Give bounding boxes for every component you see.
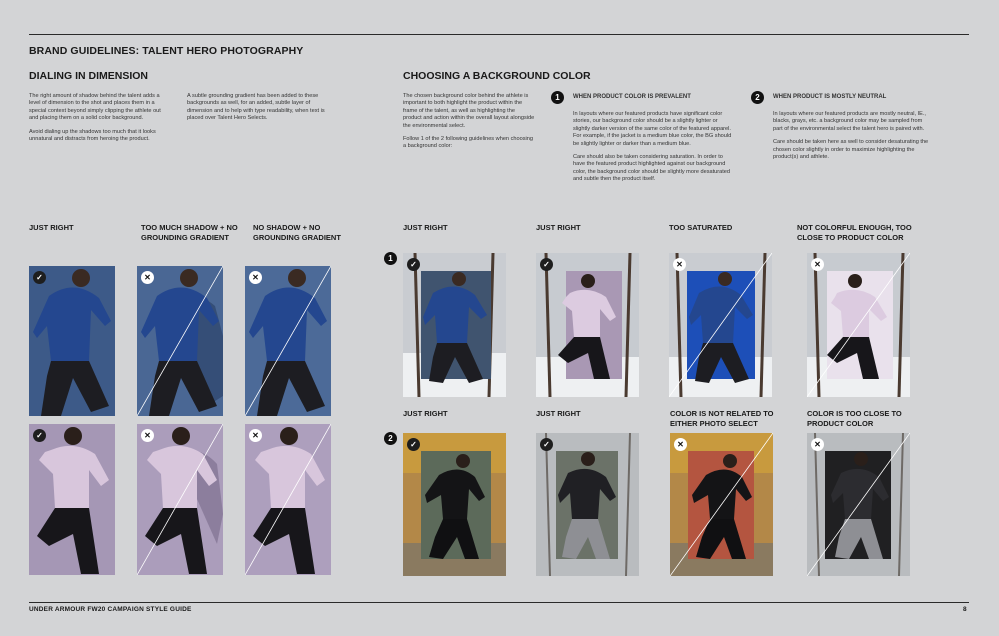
- rule2-title: WHEN PRODUCT IS MOSTLY NEUTRAL: [773, 94, 887, 100]
- photo-bg-row2-2: [536, 433, 639, 576]
- autumn-scene-rust: [670, 433, 773, 576]
- photo-bg-row1-2: [536, 253, 639, 397]
- bg-row2-label-4: COLOR IS TOO CLOSE TO PRODUCT COLOR: [807, 409, 902, 428]
- check-icon: ✓: [540, 258, 553, 271]
- athlete-blue-figure: [245, 266, 331, 416]
- cross-icon: ✕: [249, 429, 262, 442]
- photo-bg-row1-1: [403, 253, 506, 397]
- dimension-col2-p1: A subtle grounding gradient has been added to these backgrounds as well, for an added, subtle layer of dimension and to help with type readability, when text is placed over Talent Hero Selects.: [187, 93, 325, 122]
- rule2-number-badge: 2: [751, 91, 764, 104]
- cross-icon: ✕: [249, 271, 262, 284]
- dimension-col2: [187, 93, 329, 129]
- autumn-scene-sage: [403, 433, 506, 576]
- cross-icon: ✕: [811, 438, 824, 451]
- snow-scene-saturated: [669, 253, 772, 397]
- athlete-blue-figure: [29, 266, 115, 416]
- photo-bg-row2-4: [807, 433, 910, 576]
- photo-bg-row2-1: [403, 433, 506, 576]
- athlete-lilac-figure: [29, 424, 115, 575]
- dimension-col1: [29, 93, 171, 149]
- bg-row1-label-1: JUST RIGHT: [403, 223, 448, 232]
- athlete-lilac-figure: [245, 424, 331, 575]
- cross-icon: ✕: [141, 429, 154, 442]
- check-icon: ✓: [33, 429, 46, 442]
- bg-row1-label-3: TOO SATURATED: [669, 223, 733, 232]
- row2-number-badge: 2: [384, 432, 397, 445]
- background-heading: CHOOSING A BACKGROUND COLOR: [403, 70, 591, 82]
- cross-icon: ✕: [673, 258, 686, 271]
- bg-row2-label-1: JUST RIGHT: [403, 409, 448, 418]
- background-intro: [403, 93, 535, 157]
- photo-bg-row1-3: [669, 253, 772, 397]
- bottom-rule: [29, 602, 969, 603]
- rule1-body: [573, 111, 735, 190]
- snow-scene-blue-muted: [403, 253, 506, 397]
- check-icon: ✓: [33, 271, 46, 284]
- background-intro-p1: The chosen background color behind the athlete is important to both highlight the product within the frame of the talent, as well as highlighting the product and action within the overall layout alongside the environmental select.: [403, 93, 535, 129]
- page-title: BRAND GUIDELINES: TALENT HERO PHOTOGRAPHY: [29, 45, 304, 57]
- cross-icon: ✕: [141, 271, 154, 284]
- dim-label-2: TOO MUCH SHADOW + NO GROUNDING GRADIENT: [141, 223, 238, 242]
- rule2-p2: Care should be taken here as well to consider desaturating the chosen color slightly in order to maximize highlighting the product(s) and athlete.: [773, 139, 929, 161]
- photo-dim-blue-3: [245, 266, 331, 416]
- dimension-col1-p1: The right amount of shadow behind the talent adds a level of dimension to the shot and places them in a special context beyond simply clipping the athlete out and placing them on a solid color background.: [29, 93, 161, 122]
- row1-number-badge: 1: [384, 252, 397, 265]
- top-rule: [29, 34, 969, 35]
- snow-scene-too-close: [807, 253, 910, 397]
- check-icon: ✓: [407, 438, 420, 451]
- dimension-heading: DIALING IN DIMENSION: [29, 70, 149, 82]
- rule1-p1: In layouts where our featured products have significant color stories, our background color should be a slightly lighter or slightly darker version of the same color of the featured apparel. For example, if the jacket is a medium blue color, the BG should be slightly lighter or darker than a medium blue.: [573, 111, 732, 147]
- photo-dim-lilac-1: [29, 424, 115, 575]
- dimension-col1-p2: Avoid dialing up the shadows too much that it looks unnatural and distracts from heroing the product.: [29, 128, 156, 143]
- foggy-scene-dark: [807, 433, 910, 576]
- check-icon: ✓: [540, 438, 553, 451]
- rule1-number-badge: 1: [551, 91, 564, 104]
- background-intro-p2: Follow 1 of the 2 following guidelines when choosing a background color:: [403, 136, 533, 150]
- bg-row2-label-3: COLOR IS NOT RELATED TO EITHER PHOTO SELECT: [670, 409, 774, 428]
- rule2-body: [773, 111, 933, 167]
- dim-label-3: NO SHADOW + NO GROUNDING GRADIENT: [253, 223, 341, 242]
- check-icon: ✓: [407, 258, 420, 271]
- bg-row1-label-2: JUST RIGHT: [536, 223, 581, 232]
- rule1-title: WHEN PRODUCT COLOR IS PREVALENT: [573, 94, 691, 100]
- snow-scene-lilac: [536, 253, 639, 397]
- photo-dim-blue-2: [137, 266, 223, 416]
- photo-dim-blue-1: [29, 266, 115, 416]
- rule2-p1: In layouts where our featured products are mostly neutral, IE., blacks, grays, etc. a background color may be sampled from part of the environmental select the talent hero is paired with.: [773, 111, 926, 132]
- rule1-p2: Care should also be taken considering saturation. In order to have the featured product highlighted against our background color, the background color should be slightly more desaturated and subtle then the product itself.: [573, 154, 731, 183]
- cross-icon: ✕: [674, 438, 687, 451]
- bg-row2-label-2: JUST RIGHT: [536, 409, 581, 418]
- footer-title: UNDER ARMOUR FW20 CAMPAIGN STYLE GUIDE: [29, 606, 192, 613]
- photo-dim-lilac-2: [137, 424, 223, 575]
- foggy-scene-sage: [536, 433, 639, 576]
- photo-dim-lilac-3: [245, 424, 331, 575]
- page-number: 8: [963, 606, 967, 613]
- photo-bg-row1-4: [807, 253, 910, 397]
- cross-icon: ✕: [811, 258, 824, 271]
- photo-bg-row2-3: [670, 433, 773, 576]
- athlete-blue-figure: [137, 266, 223, 416]
- athlete-lilac-figure: [137, 424, 223, 575]
- dim-label-1: JUST RIGHT: [29, 223, 74, 232]
- bg-row1-label-4: NOT COLORFUL ENOUGH, TOO CLOSE TO PRODUCT COLOR: [797, 223, 912, 242]
